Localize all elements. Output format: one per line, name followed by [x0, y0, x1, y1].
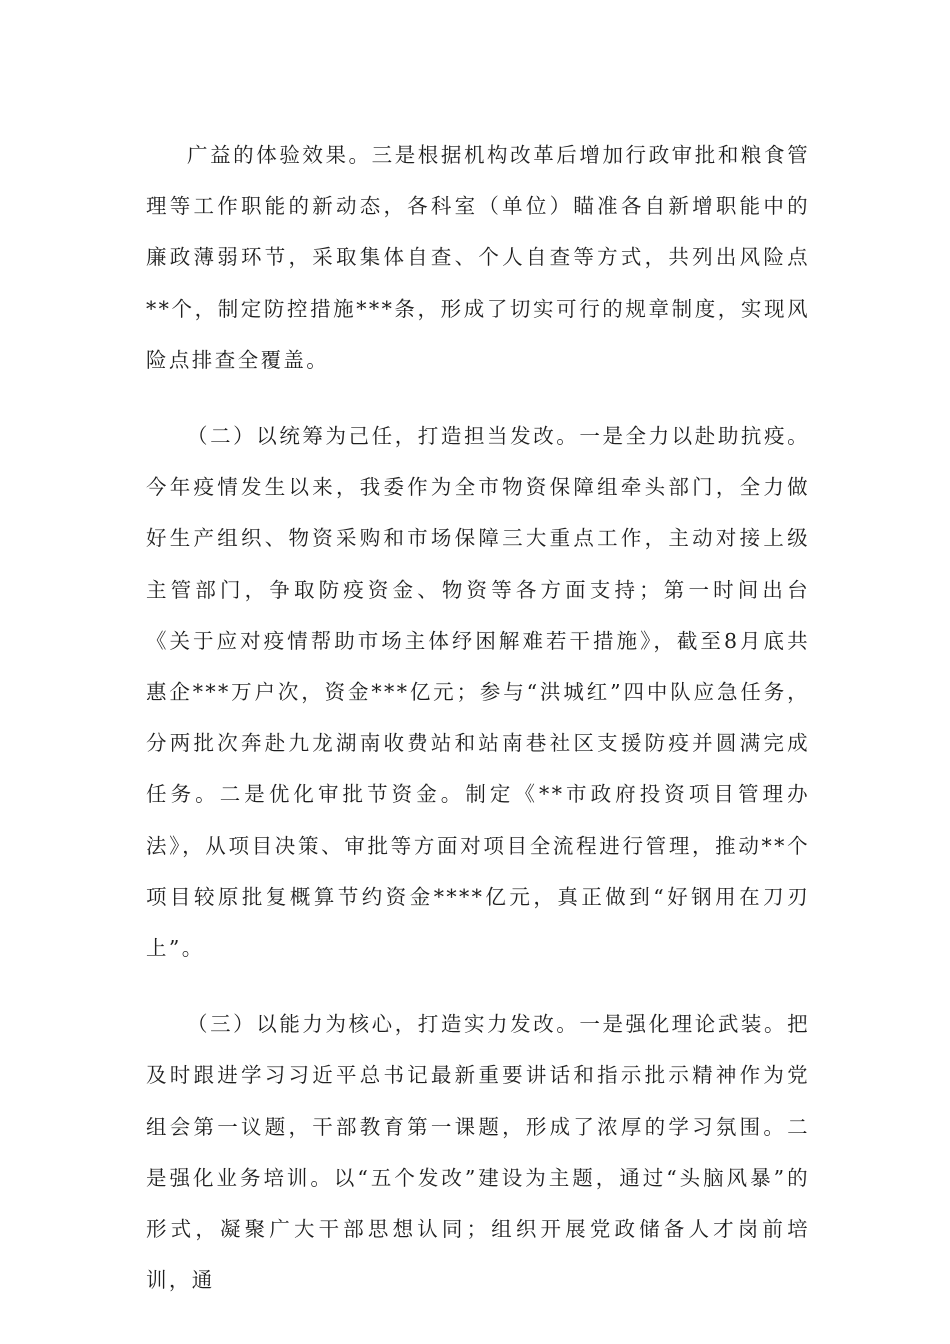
paragraph-2: （二）以统筹为己任，打造担当发改。一是全力以赴助抗疫。今年疫情发生以来，我委作为全市物资保障组牵头部门，全力做好生产组织、物资采购和市场保障三大重点工作，主动对接上级主管部门，争取防疫资金、物资等各方面支持；第一时间出台《关于应对疫情帮助市场主体纾困解难若干措施》，截至8月底共惠企***万户次，资金***亿元；参与“洪城红”四中队应急任务，分两批次奔赴九龙湖南收费站和站南巷社区支援防疫并圆满完成任务。二是优化审批节资金。制定《**市政府投资项目管理办法》，从项目决策、审批等方面对项目全流程进行管理，推动**个项目较原批复概算节约资金****亿元，真正做到“好钢用在刀刃上”。	[146, 424, 810, 961]
document-body	[146, 130, 810, 1306]
paragraph-3: （三）以能力为核心，打造实力发改。一是强化理论武装。把及时跟进学习习近平总书记最新重要讲话和指示批示精神作为党组会第一议题，干部教育第一课题，形成了浓厚的学习氛围。二是强化业务培训。以“五个发改”建设为主题，通过“头脑风暴”的形式，凝聚广大干部思想认同；组织开展党政储备人才岗前培训，通	[146, 1012, 810, 1293]
paragraph-1: 广益的体验效果。三是根据机构改革后增加行政审批和粮食管理等工作职能的新动态，各科室（单位）瞄准各自新增职能中的廉政薄弱环节，采取集体自查、个人自查等方式，共列出风险点**个，制定防控措施***条，形成了切实可行的规章制度，实现风险点排查全覆盖。	[146, 143, 810, 372]
